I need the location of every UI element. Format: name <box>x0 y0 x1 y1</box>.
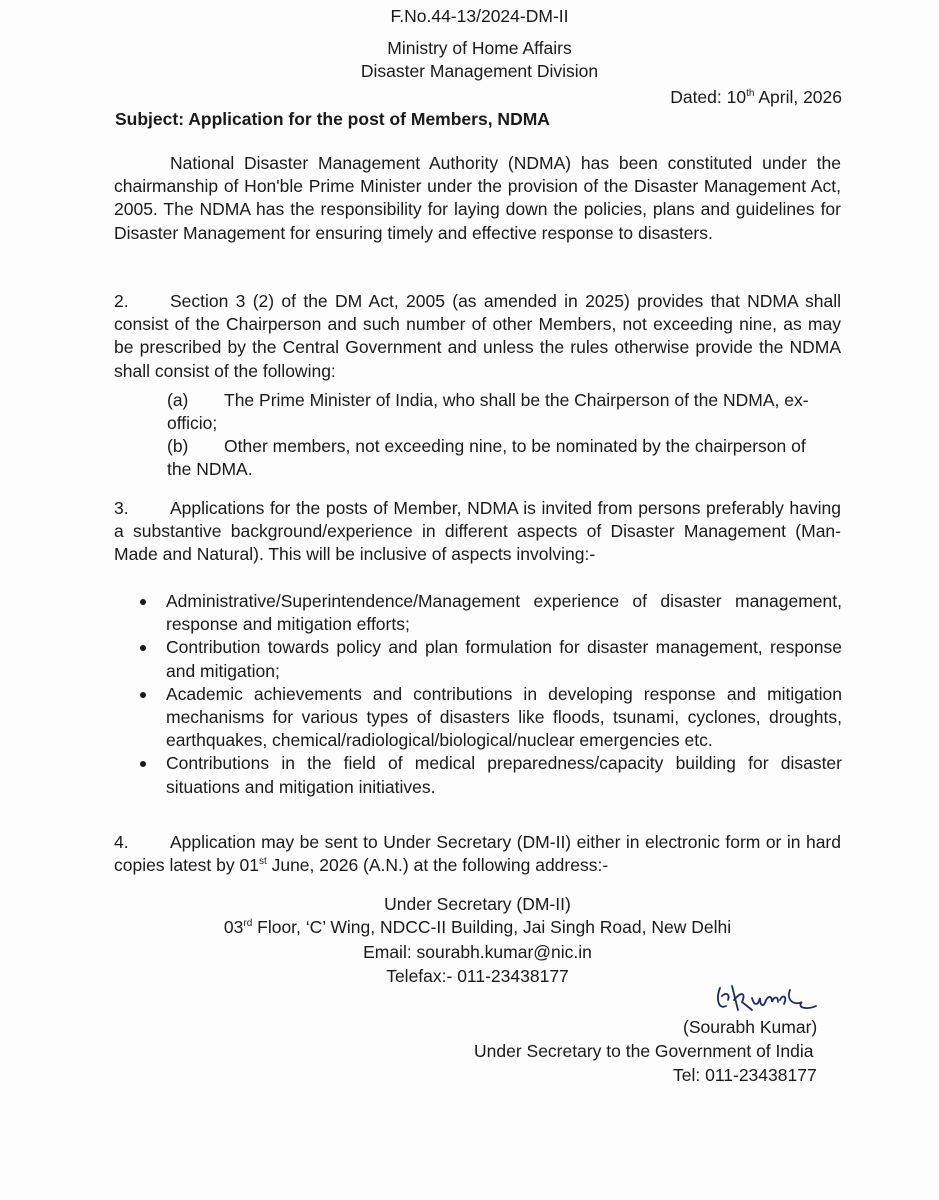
division-name: Disaster Management Division <box>360 61 599 81</box>
clause-text: Other members, not exceeding nine, to be nominated by the chairperson of the NDMA. <box>167 436 806 480</box>
clause-a <box>167 389 827 435</box>
address-email: Email: sourabh.kumar@nic.in <box>363 942 592 962</box>
bullet-icon <box>140 599 146 605</box>
list-item-text: Contributions in the field of medical preparedness/capacity building for disaster situations and mitigation initiatives. <box>166 753 842 797</box>
floor-superscript: rd <box>243 918 253 929</box>
list-item <box>140 590 842 636</box>
file-number: F.No.44-13/2024-DM-II <box>390 6 569 26</box>
bullet-icon <box>140 692 146 698</box>
address-street: Floor, ‘C’ Wing, NDCC-II Building, Jai Singh Road, New Delhi <box>252 917 732 937</box>
bullet-icon <box>140 761 146 767</box>
clause-b <box>167 435 827 481</box>
aspects-list <box>140 590 842 799</box>
paragraph-number: 3. <box>114 498 129 518</box>
clause-label: (a) <box>167 390 189 410</box>
signature-icon <box>712 980 822 1020</box>
paragraph-text: Applications for the posts of Member, NDMA is invited from persons preferably having a substantive background/experience in different aspects of Disaster Management (Man-Made and Natural). This will be inclusive of aspects involving:- <box>114 498 841 565</box>
paragraph-4 <box>114 831 841 877</box>
signatory-name: (Sourabh Kumar) <box>683 1017 818 1037</box>
paragraph-3 <box>114 497 841 567</box>
paragraph-number: 4. <box>114 832 129 852</box>
floor-number: 03 <box>223 917 244 937</box>
list-item <box>140 752 842 798</box>
signatory-telephone: Tel: 011-23438177 <box>673 1065 817 1085</box>
list-item-text: Academic achievements and contributions in developing response and mitigation mechanisms for various types of disasters like floods, tsunami, cyclones, droughts, earthquakes, chemical/radiological/biological/nuclear emergencies etc. <box>166 683 842 751</box>
list-item-text: Contribution towards policy and plan formulation for disaster management, response and mitigation; <box>166 637 842 681</box>
paragraph-number: 2. <box>114 291 129 311</box>
list-item <box>140 636 842 682</box>
date-line <box>670 86 842 108</box>
list-item-text: Administrative/Superintendence/Management experience of disaster management, response and mitigation efforts; <box>166 591 842 635</box>
paragraph-superscript: st <box>258 856 267 868</box>
paragraph-2 <box>114 290 841 383</box>
list-item <box>140 683 842 753</box>
paragraph-text-continued: June, 2026 (A.N.) at the following address:- <box>266 855 609 876</box>
date-prefix: Dated: 10 <box>670 87 747 107</box>
clause-label: (b) <box>167 436 189 456</box>
paragraph-1: National Disaster Management Authority (NDMA) has been constituted under the chairmanship of Hon'ble Prime Minister under the provision of the Disaster Management Act, 2005. The NDMA has the responsibility for laying down the policies, plans and guidelines for Disaster Management for ensuring timely and effective response to disasters. <box>114 153 841 243</box>
address-telefax: Telefax:- 011-23438177 <box>386 966 569 986</box>
paragraph-text: Section 3 (2) of the DM Act, 2005 (as amended in 2025) provides that NDMA shall consist of the Chairperson and such number of other Members, not exceeding nine, as may be prescribed by the Central Government and unless the rules otherwise provide the NDMA shall consist of the following: <box>114 291 841 381</box>
clause-text: The Prime Minister of India, who shall be the Chairperson of the NDMA, ex-officio; <box>167 390 809 434</box>
date-superscript: th <box>746 88 755 99</box>
signatory-designation: Under Secretary to the Government of India <box>474 1041 814 1061</box>
subject-line: Subject: Application for the post of Members, NDMA <box>115 109 550 129</box>
address-line <box>8 916 939 938</box>
date-suffix: April, 2026 <box>754 87 842 107</box>
bullet-icon <box>140 645 146 651</box>
paragraph-text: Application may be sent to Under Secretary (DM-II) either in electronic form or in hard copies latest by 01 <box>114 832 841 876</box>
ministry-name: Ministry of Home Affairs <box>387 38 572 58</box>
address-title: Under Secretary (DM-II) <box>384 894 571 914</box>
